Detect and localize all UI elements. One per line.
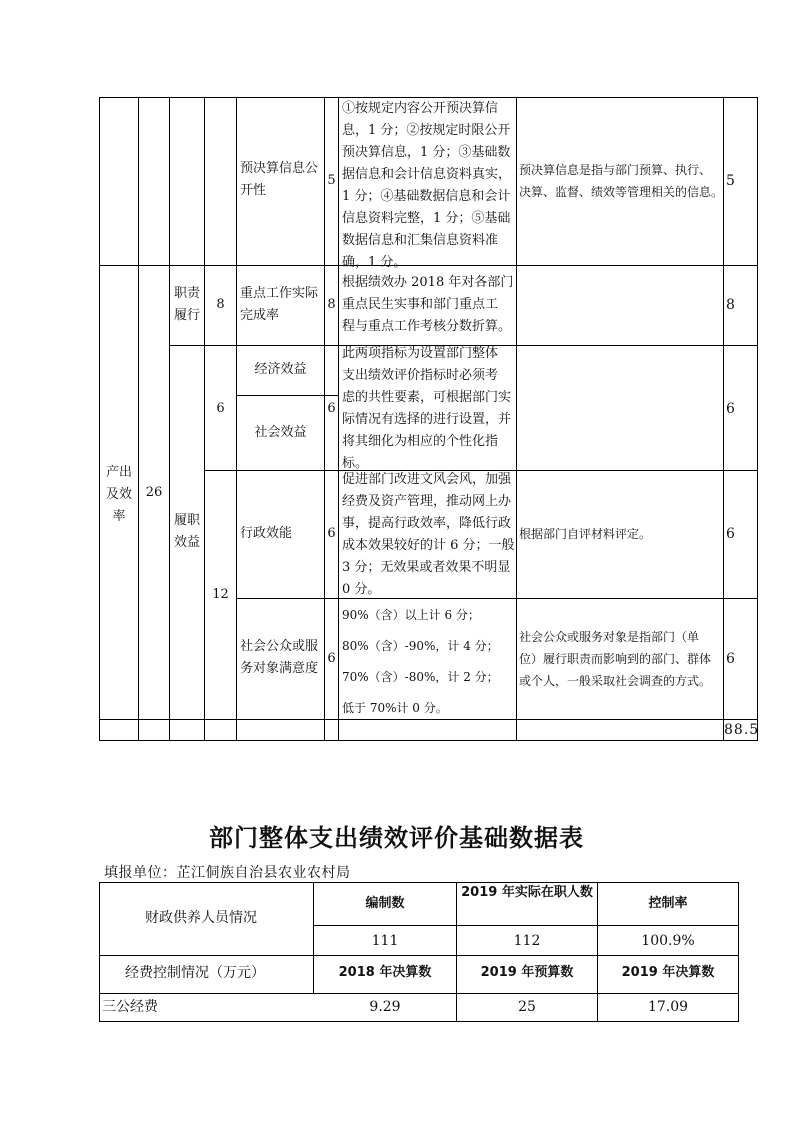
weight-benefit: 6 [327, 401, 336, 416]
header-2019-budget: 2019 年预算数 [480, 965, 574, 980]
total-score: 88.5 [724, 722, 760, 738]
score-budget-disclosure: 5 [726, 173, 735, 189]
criteria-key-work: 根据绩效办 2018 年对各部门 重点民生实事和部门重点工 程与重点工作考核分数折算。 [342, 275, 514, 334]
value-establishment: 111 [371, 933, 399, 949]
header-2019-final: 2019 年决算数 [621, 965, 715, 980]
social-benefit-label: 社会效益 [254, 425, 307, 440]
staff-situation-label: 财政供养人员情况 [145, 910, 257, 926]
duty-label: 职责 履行 [173, 286, 200, 323]
weight-budget-disclosure: 5 [327, 173, 336, 188]
value-2019-final: 17.09 [647, 999, 689, 1015]
criteria-satisfaction: 90%（含）以上计 6 分； 80%（含）-90%，计 4 分； 70%（含）-80%，计 2 分； 低于 70%计 0 分。 [342, 608, 499, 715]
weight-satisfaction: 6 [327, 651, 336, 666]
value-control-rate: 100.9% [641, 933, 695, 949]
value-actual-staff: 112 [513, 933, 541, 949]
benefit-weight: 6 [216, 401, 225, 416]
value-2018-final: 9.29 [369, 999, 401, 1015]
indicator-admin-efficiency: 行政效能 [240, 526, 293, 541]
score-benefit: 6 [726, 401, 735, 417]
category-output-weight: 26 [145, 485, 163, 500]
indicator-satisfaction: 社会公众或服 务对象满意度 [240, 639, 319, 676]
criteria-budget-disclosure: ①按规定内容公开预决算信 息，1 分；②按规定时限公开 预决算信息，1 分；③基础数 据信息和会计信息资料真实， 1 分；④基础数据信息和会计 信息资料完整，1 分；⑤基础 数据信息和汇集信息资料准 确，1 分。 [342, 101, 512, 270]
score-satisfaction: 6 [726, 651, 735, 667]
explanation-admin-efficiency: 根据部门自评材料评定。 [519, 527, 652, 541]
criteria-admin-efficiency: 促进部门改进文风会风，加强 经费及资产管理，推动网上办 事，提高行政效率，降低行政 成本效果较好的计 6 分；一般 3 分；无效果或者效果不明显 0 分。 [342, 472, 515, 597]
section-title: 部门整体支出绩效评价基础数据表 [209, 824, 584, 852]
header-actual-staff: 2019 年实际在职人数 [461, 885, 593, 900]
expense-control-label: 经费控制情况（万元） [125, 965, 265, 981]
economic-benefit-label: 经济效益 [254, 362, 307, 377]
header-2018-final: 2018 年决算数 [338, 965, 432, 980]
duty-weight: 8 [216, 297, 225, 312]
indicator-key-work: 重点工作实际 完成率 [240, 286, 319, 323]
three-public-expenses-label: 三公经费 [102, 999, 158, 1015]
group-weight: 12 [212, 587, 229, 602]
explanation-satisfaction: 社会公众或服务对象是指部门（单 位）履行职责而影响到的部门、群体 或个人，一般采取社会调查的方式。 [519, 630, 712, 688]
criteria-benefit: 此两项指标为设置部门整体 支出绩效评价指标时必须考 虑的共性要素，可根据部门实 际情况有选择的进行设置，并 将其细化为相应的个性化指 标。 [342, 346, 512, 471]
weight-key-work: 8 [327, 297, 336, 312]
score-admin-efficiency: 6 [726, 526, 735, 542]
value-2019-budget: 25 [518, 999, 536, 1015]
indicator-budget-disclosure: 预决算信息公 开性 [240, 161, 319, 198]
header-establishment: 编制数 [365, 896, 405, 911]
header-control-rate: 控制率 [648, 896, 688, 911]
weight-admin-efficiency: 6 [327, 526, 336, 541]
reporting-unit: 填报单位：芷江侗族自治县农业农村局 [104, 865, 351, 881]
explanation-budget-disclosure: 预决算信息是指与部门预算、执行、 决算、监督、绩效等管理相关的信息。 [519, 163, 724, 199]
score-key-work: 8 [726, 297, 735, 313]
category-output-efficiency: 产出 及效 率 [105, 465, 132, 524]
performance-benefit-label: 履职 效益 [173, 513, 200, 550]
